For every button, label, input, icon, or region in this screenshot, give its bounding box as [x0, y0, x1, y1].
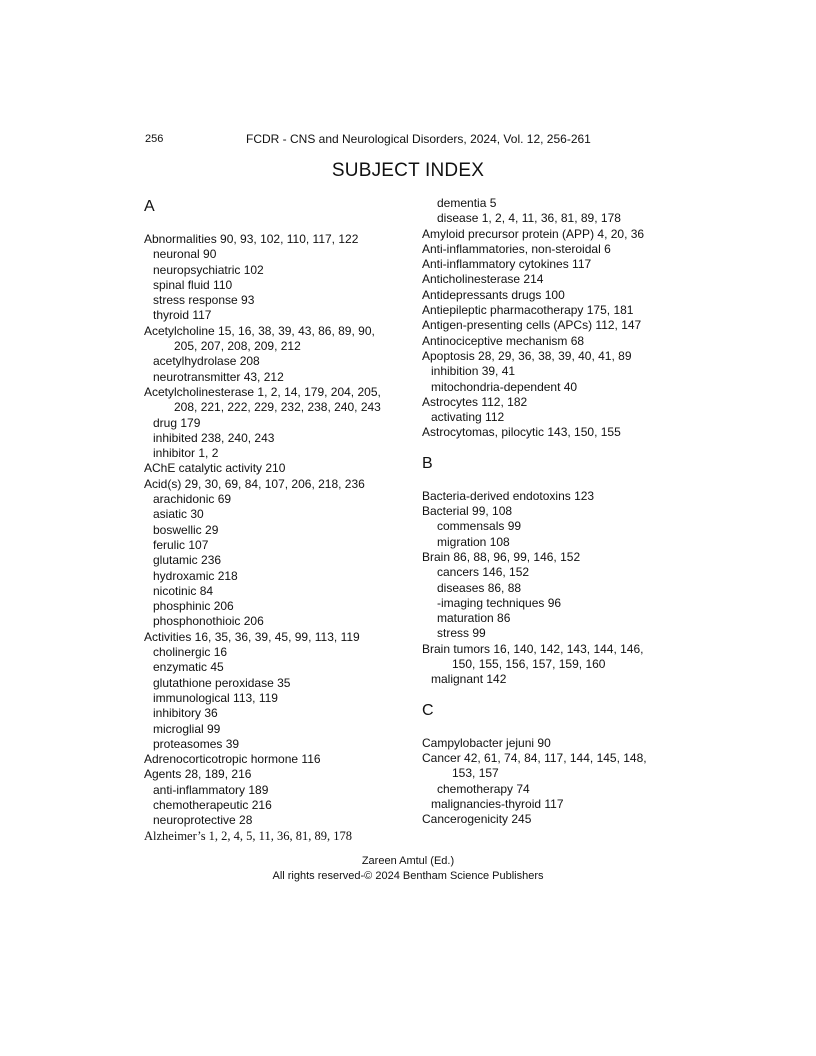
index-subentry: glutathione peroxidase 35: [153, 675, 291, 690]
index-subentry: neurotransmitter 43, 212: [153, 369, 284, 384]
index-entry: Antiepileptic pharmacotherapy 175, 181: [422, 303, 634, 318]
index-entry: Cancerogenicity 245: [422, 812, 532, 827]
index-subentry: malignancies-thyroid 117: [431, 796, 564, 811]
index-entry: Brain tumors 16, 140, 142, 143, 144, 146,: [422, 641, 644, 656]
index-entry: Antigen-presenting cells (APCs) 112, 147: [422, 318, 642, 333]
index-entry: AChE catalytic activity 210: [144, 461, 286, 476]
index-subentry: dementia 5: [437, 196, 497, 210]
index-subentry: diseases 86, 88: [437, 580, 522, 595]
index-column-left: [144, 196, 394, 844]
index-entry: Bacterial 99, 108: [422, 504, 513, 519]
index-entry-continuation: 153, 157: [452, 766, 499, 781]
index-entry: Activities 16, 35, 36, 39, 45, 99, 113, 119: [144, 629, 360, 644]
index-subentry: proteasomes 39: [153, 736, 240, 751]
page-number: 256: [145, 133, 164, 145]
index-subentry: acetylhydrolase 208: [153, 354, 260, 369]
index-entry: Acetylcholine 15, 16, 38, 39, 43, 86, 89, 90,: [144, 323, 375, 338]
index-entry: Astrocytes 112, 182: [422, 394, 528, 409]
index-entry: Alzheimer’s 1, 2, 4, 5, 11, 36, 81, 89, 178: [144, 828, 352, 843]
index-subentry: ferulic 107: [153, 537, 209, 552]
index-entry: Brain 86, 88, 96, 99, 146, 152: [422, 549, 581, 564]
index-entry-continuation: 205, 207, 208, 209, 212: [174, 339, 301, 354]
index-subentry: migration 108: [437, 534, 510, 549]
index-subentry: glutamic 236: [153, 553, 222, 568]
index-subentry: chemotherapeutic 216: [153, 797, 272, 812]
index-entry: Acetylcholinesterase 1, 2, 14, 179, 204, 205,: [144, 384, 381, 399]
index-subentry: cholinergic 16: [153, 645, 228, 660]
index-entry: Abnormalities 90, 93, 102, 110, 117, 122: [144, 232, 359, 246]
index-entry: Cancer 42, 61, 74, 84, 117, 144, 145, 148,: [422, 750, 647, 765]
index-subentry: enzymatic 45: [153, 660, 224, 675]
section-letter: A: [144, 198, 155, 215]
index-entry: Antinociceptive mechanism 68: [422, 333, 585, 348]
index-subentry: disease 1, 2, 4, 11, 36, 81, 89, 178: [437, 211, 621, 226]
index-entry: Antidepressants drugs 100: [422, 287, 565, 302]
index-subentry: chemotherapy 74: [437, 781, 530, 796]
index-entry: Acid(s) 29, 30, 69, 84, 107, 206, 218, 236: [144, 476, 365, 491]
index-subentry: asiatic 30: [153, 507, 204, 522]
index-entry-continuation: 150, 155, 156, 157, 159, 160: [452, 657, 606, 672]
index-entry: Anticholinesterase 214: [422, 272, 544, 287]
index-subentry: hydroxamic 218: [153, 568, 238, 583]
index-entry: Agents 28, 189, 216: [144, 767, 252, 782]
index-entry: Bacteria-derived endotoxins 123: [422, 488, 595, 503]
index-entry: Amyloid precursor protein (APP) 4, 20, 36: [422, 226, 645, 241]
index-subentry: boswellic 29: [153, 522, 219, 537]
index-subentry: arachidonic 69: [153, 492, 232, 507]
running-head: FCDR - CNS and Neurological Disorders, 2024, Vol. 12, 256-261: [246, 132, 591, 146]
index-entry: Anti-inflammatories, non-steroidal 6: [422, 241, 611, 256]
section-letter: C: [422, 701, 434, 719]
index-subentry: neuroprotective 28: [153, 813, 253, 828]
index-subentry: maturation 86: [437, 611, 511, 626]
index-entry: Astrocytomas, pilocytic 143, 150, 155: [422, 425, 621, 440]
section-letter: B: [422, 454, 433, 472]
index-entry: Anti-inflammatory cytokines 117: [422, 257, 592, 272]
index-subentry: spinal fluid 110: [153, 277, 233, 292]
index-subentry: neuronal 90: [153, 247, 217, 262]
index-entry: Adrenocorticotropic hormone 116: [144, 752, 321, 767]
index-subentry: stress response 93: [153, 293, 255, 308]
index-subentry: mitochondria-dependent 40: [431, 379, 578, 394]
index-subentry: immunological 113, 119: [153, 690, 278, 705]
index-subentry: commensals 99: [437, 519, 522, 534]
index-subentry: stress 99: [437, 626, 486, 641]
index-entry-continuation: 208, 221, 222, 229, 232, 238, 240, 243: [174, 400, 381, 415]
index-subentry: malignant 142: [431, 672, 507, 687]
index-subentry: inhibitory 36: [153, 706, 218, 721]
index-subentry: thyroid 117: [153, 308, 212, 323]
page-title: SUBJECT INDEX: [331, 160, 485, 181]
index-subentry: microglial 99: [153, 721, 221, 736]
footer-editor: Zareen Amtul (Ed.): [361, 855, 455, 867]
index-subentry: -imaging techniques 96: [437, 595, 562, 610]
index-subentry: phosphinic 206: [153, 599, 234, 614]
index-subentry: anti-inflammatory 189: [153, 782, 269, 797]
index-subentry: inhibitor 1, 2: [153, 446, 219, 461]
footer-rights: All rights reserved-© 2024 Bentham Science Publishers: [272, 870, 544, 882]
index-entry: Apoptosis 28, 29, 36, 38, 39, 40, 41, 89: [422, 348, 632, 363]
index-subentry: neuropsychiatric 102: [153, 262, 264, 277]
index-subentry: inhibition 39, 41: [431, 364, 516, 379]
index-subentry: cancers 146, 152: [437, 565, 530, 580]
index-subentry: inhibited 238, 240, 243: [153, 430, 275, 445]
index-column-right: [422, 196, 682, 827]
index-subentry: drug 179: [153, 415, 201, 430]
index-subentry: activating 112: [431, 410, 505, 425]
index-subentry: nicotinic 84: [153, 583, 214, 598]
index-entry: Campylobacter jejuni 90: [422, 735, 551, 750]
index-subentry: phosphonothioic 206: [153, 614, 264, 629]
